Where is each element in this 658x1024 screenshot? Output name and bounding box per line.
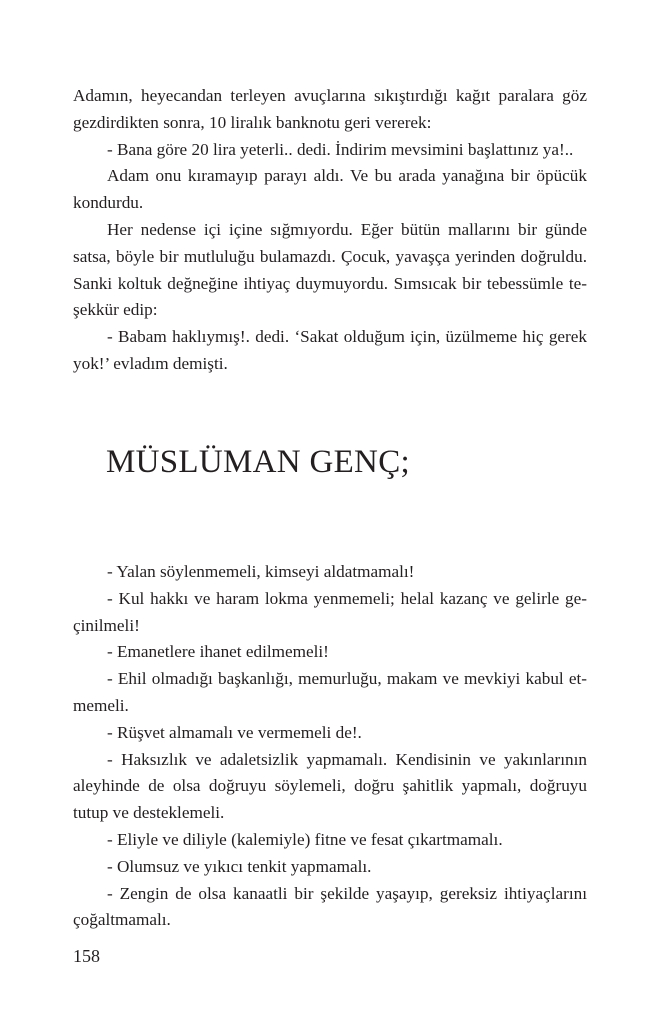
text-line: - Eliyle ve diliyle (kalemiyle) fitne ve fesat çıkartmamalı. [107,829,503,849]
text-line: tutup ve desteklemeli. [73,803,225,823]
paragraph [73,217,587,324]
paragraph [73,163,587,217]
section-title: MÜSLÜMAN GENÇ; [106,444,410,480]
paragraph [73,137,587,164]
text-line: Sanki koltuk değneğine ihtiyaç duymuyordu. Sımsıcak bir tebessümle te- [73,273,587,293]
paragraph [73,324,587,378]
text-line: Adam onu kıramayıp parayı aldı. Ve bu arada yanağına bir öpücük [107,166,587,186]
paragraph [73,666,587,720]
text-line: çinilmeli! [73,615,140,635]
paragraph [73,559,587,586]
text-line: şekkür edip: [73,300,158,320]
paragraph [73,827,587,854]
text-line: - Haksızlık ve adaletsizlik yapmamalı. Kendisinin ve yakınlarının [107,749,587,769]
text-line: - Olumsuz ve yıkıcı tenkit yapmamalı. [107,856,372,876]
paragraph [73,854,587,881]
paragraph [73,720,587,747]
text-line: çoğaltmamalı. [73,910,171,930]
rules-list [73,559,587,934]
text-line: - Emanetlere ihanet edilmemeli! [107,642,329,662]
paragraph [73,881,587,935]
text-line: kondurdu. [73,193,144,213]
text-line: Her nedense içi içine sığmıyordu. Eğer bütün mallarını bir günde [107,219,587,239]
text-line: Adamın, heyecandan terleyen avuçlarına sıkıştırdığı kağıt paralara göz [73,86,587,105]
text-line: satsa, böyle bir mutluluğu bulamazdı. Çocuk, yavaşça yerinden doğruldu. [73,246,587,266]
text-line: gezdirdikten sonra, 10 liralık banknotu geri vererek: [73,112,432,132]
text-line: - Ehil olmadığı başkanlığı, memurluğu, makam ve mevkiyi kabul et- [107,669,587,689]
page-number: 158 [73,946,100,966]
paragraph [73,639,587,666]
paragraph [73,586,587,640]
text-line: - Kul hakkı ve haram lokma yenmemeli; helal kazanç ve gelirle ge- [107,588,587,608]
text-line: memeli. [73,695,129,715]
text-line: - Zengin de olsa kanaatli bir şekilde yaşayıp, gereksiz ihtiyaçlarını [107,883,587,903]
text-line: aleyhinde de olsa doğruyu söylemeli, doğru şahitlik yapmalı, doğruyu [73,776,587,796]
paragraph [73,747,587,827]
text-line: - Yalan söylenmemeli, kimseyi aldatmamalı! [107,562,415,581]
text-line: - Rüşvet almamalı ve vermemeli de!. [107,722,362,742]
text-line: - Bana göre 20 lira yeterli.. dedi. İndirim mevsimini başlattınız ya!.. [107,139,574,159]
text-line: yok!’ evladım demişti. [73,353,228,373]
text-line: - Babam haklıymış!. dedi. ‘Sakat olduğum için, üzülmeme hiç gerek [107,327,587,347]
story-text [73,83,587,378]
paragraph [73,83,587,137]
